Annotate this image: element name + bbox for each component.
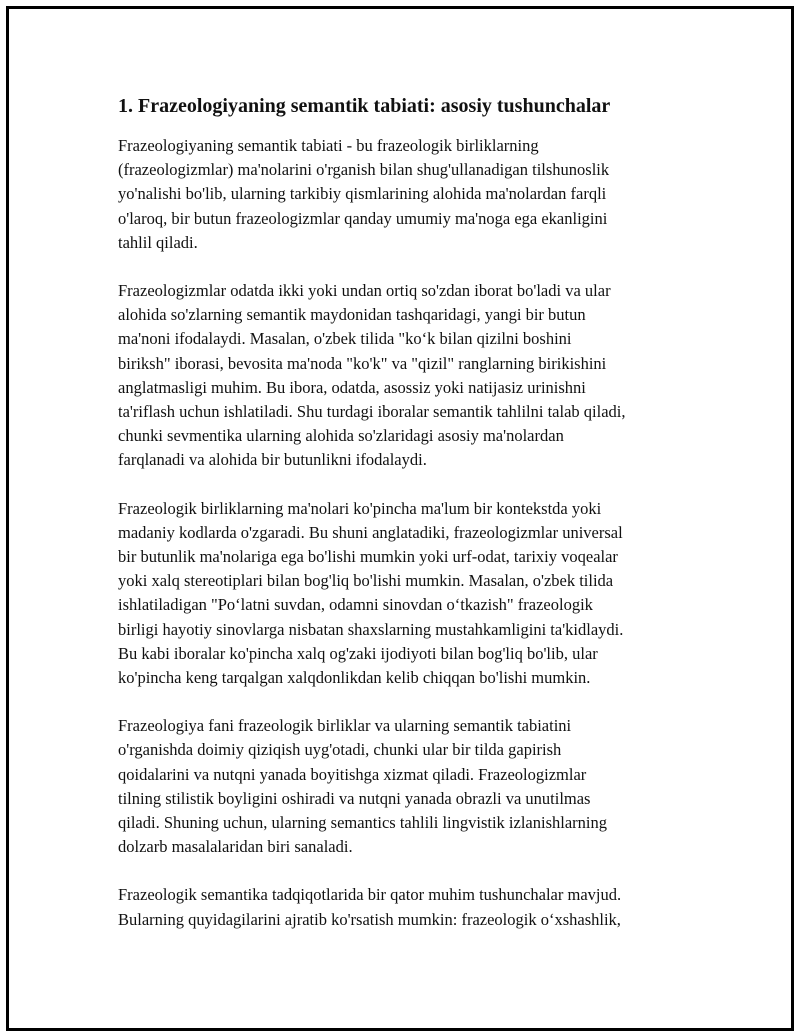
text-line: Frazeologik semantika tadqiqotlarida bir qator muhim tushunchalar mavjud. xyxy=(118,885,622,905)
text-line: anglatmasligi muhim. Bu ibora, odatda, asossiz yoki natijasiz urinishni xyxy=(118,377,586,397)
text-line: tahlil qiladi. xyxy=(118,232,198,252)
text-line: Bu kabi iboralar ko'pincha xalq og'zaki ijodiyoti bilan bog'liq bo'lib, ular xyxy=(118,643,598,663)
paragraph xyxy=(118,497,698,691)
text-line: birligi hayotiy sinovlarga nisbatan shaxslarning mustahkamligini ta'kidlaydi. xyxy=(118,619,624,639)
text-line: Frazeologik birliklarning ma'nolari ko'pincha ma'lum bir kontekstda yoki xyxy=(118,498,602,518)
text-line: yo'nalishi bo'lib, ularning tarkibiy qismlarining alohida ma'nolardan farqli xyxy=(118,184,607,204)
text-line: Frazeologiyaning semantik tabiati - bu frazeologik birliklarning xyxy=(118,136,539,155)
text-line: ko'pincha keng tarqalgan xalqdonlikdan kelib chiqqan bo'lishi mumkin. xyxy=(118,668,591,688)
text-line: biriksh" iborasi, bevosita ma'noda "ko'k" va "qizil" ranglarning birikishini xyxy=(118,353,607,373)
text-line: Bularning quyidagilarini ajratib ko'rsatish mumkin: frazeologik o‘xshashlik, xyxy=(118,909,621,929)
text-line: Frazeologizmlar odatda ikki yoki undan ortiq so'zdan iborat bo'ladi va ular xyxy=(118,281,611,301)
document-body xyxy=(118,92,698,956)
text-line: o'rganishda doimiy qiziqish uyg'otadi, chunki ular bir tilda gapirish xyxy=(118,740,562,760)
text-line: o'laroq, bir butun frazeologizmlar qanday umumiy ma'noga ega ekanligini xyxy=(118,208,608,228)
text-line: Frazeologiya fani frazeologik birliklar va ularning semantik tabiatini xyxy=(118,716,572,736)
paragraph xyxy=(118,883,698,931)
text-line: farqlanadi va alohida bir butunlikni ifodalaydi. xyxy=(118,450,427,470)
text-line: dolzarb masalalaridan biri sanaladi. xyxy=(118,837,353,857)
text-line: ishlatiladigan "Po‘latni suvdan, odamni sinovdan o‘tkazish" frazeologik xyxy=(118,595,593,615)
text-line: bir butunlik ma'nolariga ega bo'lishi mumkin yoki urf-odat, tarixiy voqealar xyxy=(118,547,618,567)
text-line: ta'riflash uchun ishlatiladi. Shu turdagi iboralar semantik tahlilni talab qiladi, xyxy=(118,402,626,422)
paragraph xyxy=(118,134,698,255)
paragraph xyxy=(118,279,698,473)
text-line: qoidalarini va nutqni yanada boyitishga xizmat qiladi. Frazeologizmlar xyxy=(118,764,587,784)
text-line: qiladi. Shuning uchun, ularning semantics tahlili lingvistik izlanishlarning xyxy=(118,813,607,833)
text-line: yoki xalq stereotiplari bilan bog'liq bo'lishi mumkin. Masalan, o'zbek tilida xyxy=(118,571,614,591)
text-line: ma'noni ifodalaydi. Masalan, o'zbek tilida "ko‘k bilan qizilni boshini xyxy=(118,329,572,349)
paragraph xyxy=(118,714,698,859)
text-line: alohida so'zlarning semantik maydonidan tashqaridagi, yangi bir butun xyxy=(118,305,586,325)
text-line: chunki sevmentika ularning alohida so'zlaridagi asosiy ma'nolardan xyxy=(118,426,564,446)
text-line: madaniy kodlarda o'zgaradi. Bu shuni anglatadiki, frazeologizmlar universal xyxy=(118,522,623,542)
section-heading: 1. Frazeologiyaning semantik tabiati: asosiy tushunchalar xyxy=(118,95,611,117)
text-line: tilning stilistik boyligini oshiradi va nutqni yanada obrazli va unutilmas xyxy=(118,788,591,808)
text-line: (frazeologizmlar) ma'nolarini o'rganish bilan shug'ullanadigan tilshunoslik xyxy=(118,160,610,180)
